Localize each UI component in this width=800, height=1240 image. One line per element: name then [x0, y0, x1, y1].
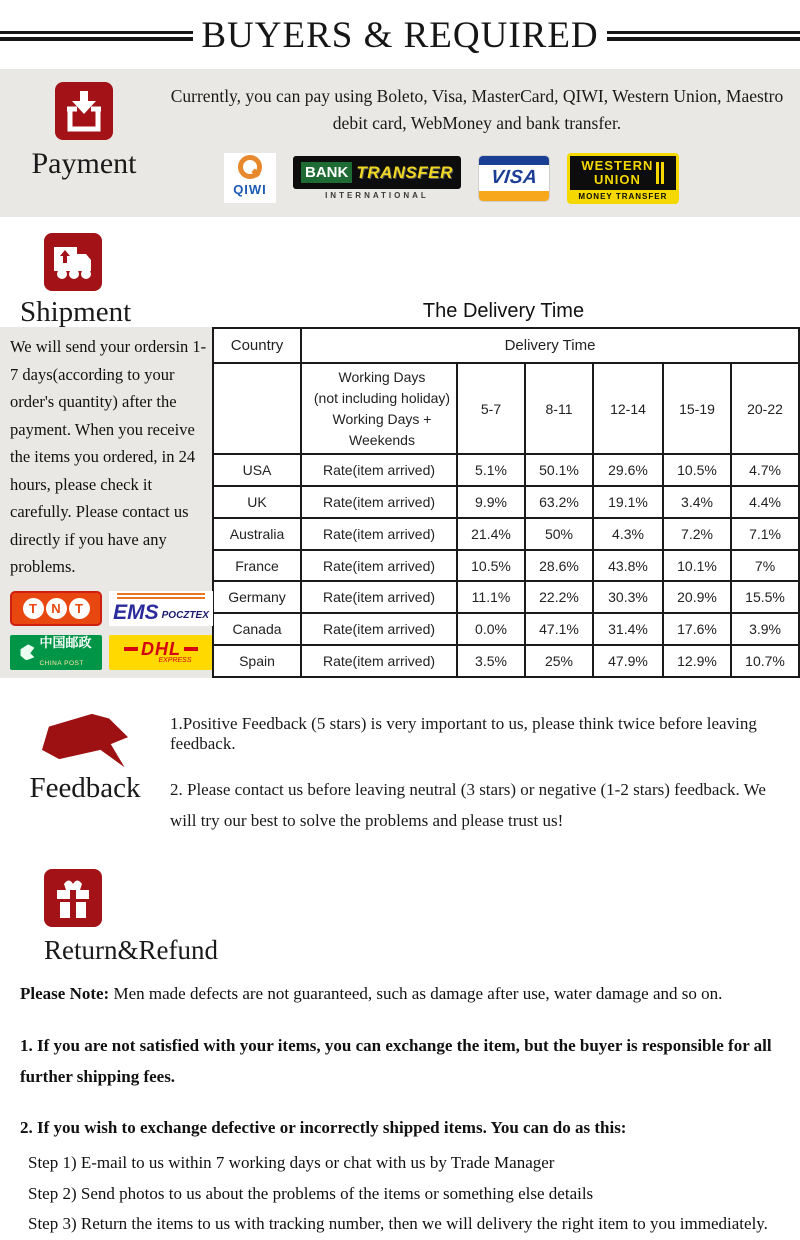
delivery-time-table	[212, 327, 800, 678]
rate-cell: 29.6%	[593, 454, 663, 486]
rate-cell: 31.4%	[593, 613, 663, 645]
feedback-flag-icon	[42, 714, 128, 772]
return-step-2: Step 2) Send photos to us about the problems of the items or something else details	[28, 1183, 594, 1203]
rate-cell: 47.9%	[593, 645, 663, 677]
ems-stripes-icon	[117, 593, 205, 600]
payment-section	[0, 69, 800, 217]
rate-cell: 7.2%	[663, 518, 731, 550]
table-row	[213, 550, 799, 582]
gift-icon	[44, 869, 102, 927]
header-double-line-right	[607, 31, 800, 41]
rate-cell: 50.1%	[525, 454, 593, 486]
china-post-logo: 中国邮政 CHINA POST	[10, 635, 102, 670]
payment-icon	[55, 82, 113, 140]
table-row	[213, 454, 799, 486]
table-header-range: 8-11	[525, 363, 593, 454]
rate-label-cell: Rate(item arrived)	[301, 486, 457, 518]
table-header-range: 15-19	[663, 363, 731, 454]
rate-cell: 9.9%	[457, 486, 525, 518]
table-row	[213, 613, 799, 645]
qiwi-logo: QIWI	[224, 153, 276, 203]
country-cell: Spain	[213, 645, 301, 677]
western-union-logo: WESTERN UNION MONEY TRANSFER	[567, 153, 679, 203]
return-step-3: Step 3) Return the items to us with tracking number, then we will delivery the right item to you immediately.	[28, 1214, 768, 1234]
rate-cell: 0.0%	[457, 613, 525, 645]
rate-cell: 17.6%	[663, 613, 731, 645]
rate-label-cell: Rate(item arrived)	[301, 518, 457, 550]
rate-cell: 10.5%	[663, 454, 731, 486]
country-cell: Australia	[213, 518, 301, 550]
rate-cell: 15.5%	[731, 581, 799, 613]
table-header-range: 12-14	[593, 363, 663, 454]
return-notes	[0, 980, 800, 1240]
rate-label-cell: Rate(item arrived)	[301, 454, 457, 486]
dhl-logo: DHL EXPRESS	[109, 635, 213, 670]
header-double-line-left	[0, 31, 193, 41]
shipment-header	[0, 233, 800, 327]
china-post-emblem-icon	[20, 644, 34, 660]
rate-cell: 7%	[731, 550, 799, 582]
qiwi-q-icon	[238, 155, 262, 179]
rate-label-cell: Rate(item arrived)	[301, 550, 457, 582]
header-banner	[0, 0, 800, 57]
country-cell: Canada	[213, 613, 301, 645]
rate-cell: 22.2%	[525, 581, 593, 613]
rate-cell: 10.1%	[663, 550, 731, 582]
rate-cell: 3.5%	[457, 645, 525, 677]
country-cell: Germany	[213, 581, 301, 613]
country-cell: France	[213, 550, 301, 582]
carrier-logos	[10, 591, 210, 670]
table-header-range: 5-7	[457, 363, 525, 454]
shipment-body	[0, 327, 800, 678]
rate-cell: 3.4%	[663, 486, 731, 518]
rate-cell: 47.1%	[525, 613, 593, 645]
payment-label: Payment	[31, 147, 137, 180]
delivery-time-title: The Delivery Time	[422, 300, 585, 322]
ems-pocztex-logo: EMS POCZTEX	[109, 591, 213, 626]
payment-logos	[224, 153, 800, 203]
feedback-section	[0, 698, 800, 837]
payment-description: Currently, you can pay using Boleto, Visa, MasterCard, QIWI, Western Union, Maestro debit card, WebMoney and bank transfer.	[170, 86, 784, 134]
visa-logo: VISA	[478, 155, 550, 202]
table-header-working-days: Working Days (not including holiday) Working Days + Weekends	[301, 363, 457, 454]
return-steps	[20, 1148, 780, 1240]
feedback-label: Feedback	[29, 771, 141, 804]
feedback-point-1: 1.Positive Feedback (5 stars) is very important to us, please think twice before leaving feedback.	[170, 713, 757, 753]
table-header-range: 20-22	[731, 363, 799, 454]
table-row	[213, 518, 799, 550]
return-point-1: 1. If you are not satisfied with your items, you can exchange the item, but the buyer is responsible for all further shipping fees.	[20, 1035, 772, 1086]
rate-cell: 11.1%	[457, 581, 525, 613]
rate-cell: 10.5%	[457, 550, 525, 582]
rate-cell: 25%	[525, 645, 593, 677]
tnt-logo: T N T	[10, 591, 102, 626]
rate-cell: 21.4%	[457, 518, 525, 550]
rate-label-cell: Rate(item arrived)	[301, 613, 457, 645]
rate-cell: 63.2%	[525, 486, 593, 518]
rate-cell: 4.3%	[593, 518, 663, 550]
rate-cell: 10.7%	[731, 645, 799, 677]
rate-cell: 50%	[525, 518, 593, 550]
rate-cell: 5.1%	[457, 454, 525, 486]
table-row	[213, 645, 799, 677]
return-refund-label: Return&Refund	[44, 934, 218, 965]
return-point-2: 2. If you wish to exchange defective or incorrectly shipped items. You can do as this:	[20, 1118, 627, 1138]
table-header-country: Country	[213, 328, 301, 363]
shipment-label: Shipment	[20, 296, 132, 328]
rate-label-cell: Rate(item arrived)	[301, 645, 457, 677]
page-title: BUYERS & REQUIRED	[201, 15, 599, 56]
rate-cell: 43.8%	[593, 550, 663, 582]
please-note-line: Please Note: Men made defects are not guaranteed, such as damage after use, water damage and so on.	[20, 983, 723, 1003]
table-row	[213, 486, 799, 518]
rate-cell: 4.7%	[731, 454, 799, 486]
bank-transfer-logo: BANK TRANSFER INTERNATIONAL	[293, 156, 461, 200]
rate-cell: 3.9%	[731, 613, 799, 645]
dhl-dash-icon	[184, 647, 198, 651]
shipment-truck-icon	[44, 233, 102, 291]
rate-label-cell: Rate(item arrived)	[301, 581, 457, 613]
country-cell: UK	[213, 486, 301, 518]
rate-cell: 4.4%	[731, 486, 799, 518]
table-header-delivery-time: Delivery Time	[301, 328, 799, 363]
shipment-sidebar	[0, 327, 212, 678]
return-step-1: Step 1) E-mail to us within 7 working days or chat with us by Trade Manager	[28, 1153, 555, 1173]
dhl-dash-icon	[124, 647, 138, 651]
rate-cell: 20.9%	[663, 581, 731, 613]
rate-cell: 30.3%	[593, 581, 663, 613]
table-row	[213, 581, 799, 613]
country-cell: USA	[213, 454, 301, 486]
rate-cell: 7.1%	[731, 518, 799, 550]
shipment-note: We will send your ordersin 1-7 days(according to your order's quantity) after the payment. When you receive the items you ordered, in 24 hours, please check it carefully. Please contact us directly if you have any problems.	[10, 337, 207, 577]
table-cell-empty	[213, 363, 301, 454]
feedback-point-2: 2. Please contact us before leaving neutral (3 stars) or negative (1-2 stars) feedback. We will try our best to solve the problems and please trust us!	[170, 779, 766, 831]
rate-cell: 12.9%	[663, 645, 731, 677]
return-refund-section	[0, 869, 800, 966]
rate-cell: 28.6%	[525, 550, 593, 582]
western-union-bars-icon	[656, 162, 664, 184]
rate-cell: 19.1%	[593, 486, 663, 518]
